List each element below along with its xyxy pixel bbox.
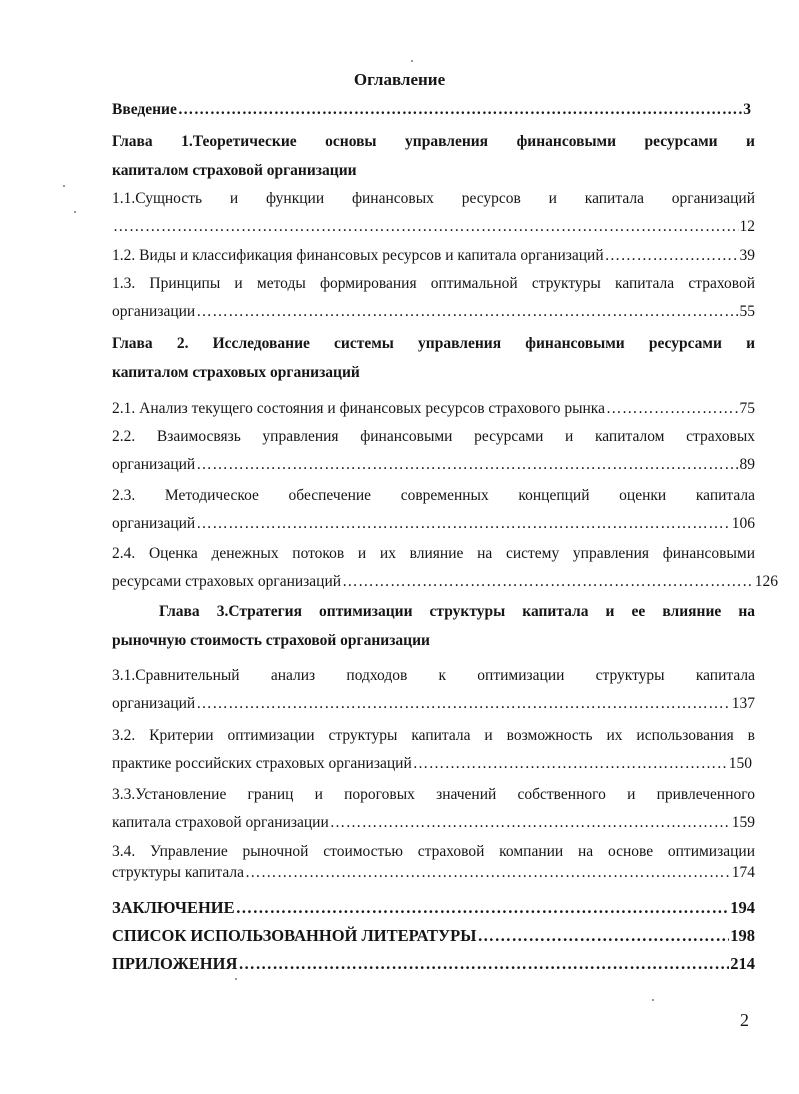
toc-page-number: 126 [754,573,778,590]
toc-entry-1-1[interactable]: 1.1.Сущность и функции финансовых ресурсов и капитала организаций ………………………………………………………………………………………………………………………………………………………………………………………………………………………………………………………………………………………………………………………………………… 12 [112,187,755,239]
chapter-2-heading[interactable]: Глава 2. Исследование системы управления финансовыми ресурсами и капиталом страховых организаций [112,335,755,381]
page-number: 2 [740,1010,749,1030]
toc-page-number: 137 [731,695,755,712]
toc-entry-1-2[interactable]: 1.2. Виды и классификация финансовых ресурсов и капитала организаций ………………………………………………………………………………………………………………………………………………………………………………………………………………………………………………………………………………………………………………………………………… 39 [112,244,755,268]
scan-speck [652,999,654,1001]
toc-page-number: 150 [728,755,752,772]
toc-page-number: 12 [739,218,755,235]
chapter-1-heading[interactable]: Глава 1.Теоретические основы управления финансовыми ресурсами и капиталом страховой организации [112,133,755,179]
chapter-3-heading[interactable]: Глава 3.Стратегия оптимизации структуры капитала и ее влияние на рыночную стоимость страховой организации [112,603,755,649]
toc-entry-1-3[interactable]: 1.3. Принципы и методы формирования оптимальной структуры капитала страховой организации ………………………………………………………………………………………………………………………………………………………………………………………………………………………………………………………………………………………………………………………………………… 55 [112,272,755,324]
toc-entry-intro[interactable] [112,98,751,122]
toc-page-number: 174 [731,864,755,881]
toc-page-number: 106 [731,515,755,532]
toc-entry-3-1[interactable]: 3.1.Сравнительный анализ подходов к оптимизации структуры капитала организаций ………………………………………………………………………………………………………………………………………………………………………………………………………………………………………………………………………………………………………………………………………… 137 [112,664,755,716]
toc-entry-2-1[interactable]: 2.1. Анализ текущего состояния и финансовых ресурсов страхового рынка ………………………………………………………………………………………………………………………………………………………………………………………………………………………………………………………………………………………………………………………………………… 75 [112,397,755,421]
page-title: Оглавление [353,70,446,89]
toc-page-number: 198 [730,926,755,945]
scan-speck [411,60,413,62]
toc-page-number: 55 [739,303,755,320]
toc-page-number: 159 [731,814,755,831]
toc-page-number: 194 [730,898,755,917]
scan-speck [63,185,65,187]
toc-entry-3-4[interactable]: 3.4. Управление рыночной стоимостью страховой компании на основе оптимизации структуры капитала ………………………………………………………………………………………………………………………………………………………………………………………………………………………………………………………………………………………………………………………………………… 174 [112,841,755,883]
toc-entry-3-2[interactable]: 3.2. Критерии оптимизации структуры капитала и возможность их использования в практике российских страховых организаций ………………………………………………………………………………………………………………………………………………………………………………………………………………………………………………………………………………………………………………………………………… 150 [112,724,755,776]
toc-entry-2-3[interactable]: 2.3. Методическое обеспечение современных концепций оценки капитала организаций ………………………………………………………………………………………………………………………………………………………………………………………………………………………………………………………………………………………………………………………………………… 106 [112,484,755,536]
toc-entry-references[interactable]: СПИСОК ИСПОЛЬЗОВАННОЙ ЛИТЕРАТУРЫ ………………………………………………………………………………………………………………………………………………………………………………………………………………………………………………………………………………………………………………………………………… 198 [112,924,755,948]
toc-entry-2-4[interactable]: 2.4. Оценка денежных потоков и их влияние на систему управления финансовыми ресурсами страховых организаций ………………………………………………………………………………………………………………………………………………………………………………………………………………………………………………………………………………………………………………………………………… 126 [112,542,755,594]
toc-entry-conclusion[interactable]: ЗАКЛЮЧЕНИЕ ………………………………………………………………………………………………………………………………………………………………………………………………………………………………………………………………………………………………………………………………………… 194 [112,896,755,920]
toc-page-number: 75 [739,400,755,417]
toc-entry-appendices[interactable]: ПРИЛОЖЕНИЯ ………………………………………………………………………………………………………………………………………………………………………………………………………………………………………………………………………………………………………………………………………… 214 [112,952,755,976]
toc-page-number: 89 [739,456,755,473]
scan-speck [74,211,76,213]
toc-page-number: 3 [743,101,751,118]
toc-entry-3-3[interactable]: 3.3.Установление границ и пороговых значений собственного и привлеченного капитала страховой организации ………………………………………………………………………………………………………………………………………………………………………………………………………………………………………………………………………………………………………………………………………… 159 [112,783,755,835]
toc-entry-label: Введение [112,101,177,118]
toc-entry-2-2[interactable]: 2.2. Взаимосвязь управления финансовыми ресурсами и капиталом страховых организаций ………………………………………………………………………………………………………………………………………………………………………………………………………………………………………………………………………………………………………………………………………… 89 [112,425,755,477]
toc-page-number: 39 [739,247,755,264]
toc-page-number: 214 [730,954,755,973]
scan-speck [235,978,237,980]
